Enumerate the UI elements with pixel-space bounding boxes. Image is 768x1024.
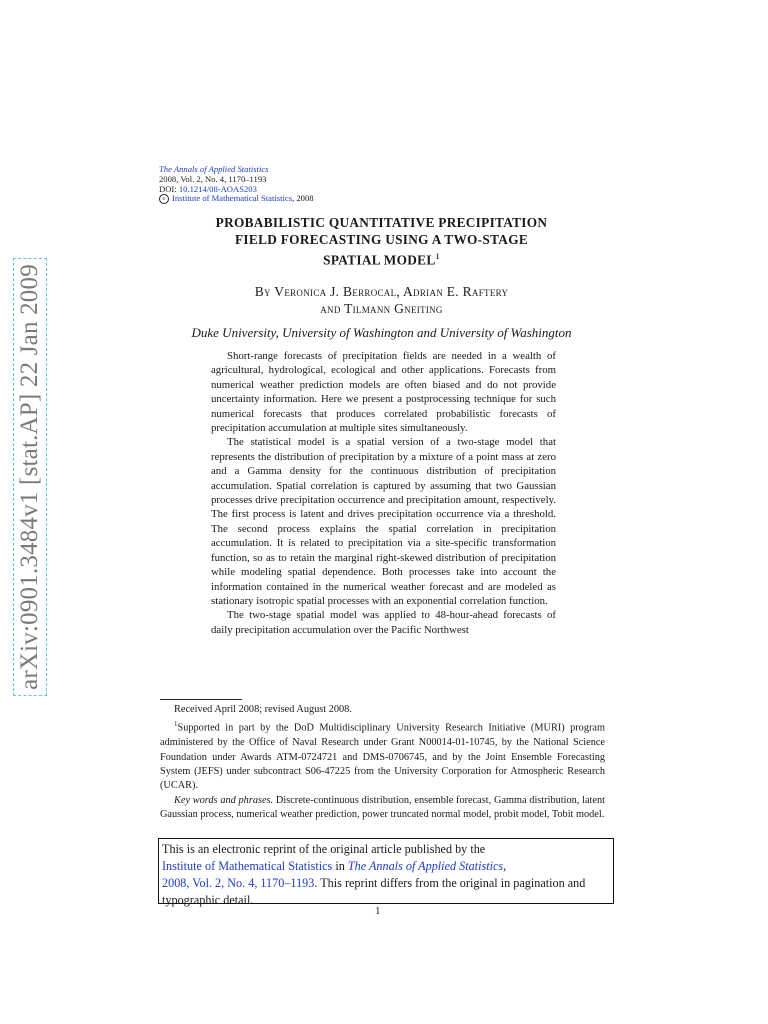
doi-link[interactable]: 10.1214/08-AOAS203 [178, 183, 257, 194]
support-note [160, 717, 605, 793]
title-footnote-link[interactable]: 1 [435, 252, 440, 261]
received-note: Received April 2008; revised August 2008. [174, 704, 352, 715]
reprint-notice [158, 838, 614, 907]
footnote-rule [160, 699, 242, 700]
reprint-in: in [332, 859, 348, 873]
copyright-year: , 2008 [292, 193, 314, 204]
abstract-paragraph: The statistical model is a spatial version of a two-stage model that represents the distribution of precipitation by a mixture of a point mass at zero and a Gamma density for the continuous distribution of precipitation accumulation. Spatial correlation is captured by assuming that two Gaussian processes drive precipitation occurrence and precipitation amount, respectively. The first process is latent and drives precipitation occurrence via a threshold. The second process explains the spatial correlation in precipitation accumulation. It is related to precipitation via a site-specific transformation function, so as to retain the marginal right-skewed distribution of precipitation while modeling spatial dependence. Both processes take into account the information contained in the numerical weather forecast and are modeled as stationary isotropic spatial processes with an exponential correlation function. [211, 436, 556, 607]
journal-copyright [159, 194, 314, 204]
copyright-icon: c [159, 194, 169, 204]
authors-line-1: By Veronica J. Berrocal, Adrian E. Raftery [254, 284, 509, 299]
page-number: 1 [375, 905, 381, 917]
footnotes [160, 703, 605, 823]
doi-label: DOI: [159, 183, 177, 194]
title-line-1: PROBABILISTIC QUANTITATIVE PRECIPITATION [215, 215, 548, 230]
title-line-3: SPATIAL MODEL [323, 252, 436, 268]
paper-title [160, 214, 603, 268]
abstract-paragraph: Short-range forecasts of precipitation fields are needed in a wealth of agricultural, hydrological, ecological and other applications. Forecasts from numerical weather prediction models are often biased and do not provide uncertainty information. Here we present a postprocessing technique for such numerical forecasts that produces correlated probabilistic forecasts of precipitation accumulation at multiple sites simultaneously. [211, 350, 556, 435]
reprint-rest: . This reprint differs from the original in pagination and typographic detail. [162, 876, 586, 907]
authors-line-2: and Tilmann Gneiting [320, 301, 443, 316]
volume-link[interactable]: 2008, Vol. 2, No. 4, 1170–1193 [162, 876, 315, 890]
abstract [211, 349, 556, 637]
ims-publisher-link[interactable]: Institute of Mathematical Statistics [162, 859, 333, 873]
title-line-2: FIELD FORECASTING USING A TWO-STAGE [235, 232, 528, 247]
arxiv-stamp-text: arXiv:0901.3484v1 [stat.AP] 22 Jan 2009 [16, 264, 43, 690]
keywords-note [160, 794, 605, 823]
support-text: Supported in part by the DoD Multidisciplinary University Research Initiative (MURI) program administered by the Office of Naval Research under Grant N00014-01-10745, by the National Science Foundation under Awards ATM-0724721 and DMS-0706745, and by the Joint Ensemble Forecasting System (JEFS) under subcontract S06-47225 from the University Corporation for Atmospheric Research (UCAR). [160, 722, 605, 792]
reprint-text-1: This is an electronic reprint of the original article published by the [162, 842, 486, 856]
paper-affiliation: Duke University, University of Washington and University of Washington [191, 325, 572, 340]
journal-name-link[interactable]: The Annals of Applied Statistics [159, 164, 269, 174]
keywords-text: Discrete-continuous distribution, ensemble forecast, Gamma distribution, latent Gaussian process, numerical weather prediction, power truncated normal model, probit model, Tobit model. [160, 794, 605, 821]
keywords-label: Key words and phrases. [174, 794, 274, 806]
arxiv-stamp[interactable] [13, 258, 47, 696]
reprint-comma: , [503, 859, 507, 873]
support-mark: 1 [174, 720, 178, 729]
journal-volume: 2008, Vol. 2, No. 4, 1170–1193 [159, 173, 267, 184]
ims-link[interactable]: Institute of Mathematical Statistics [172, 193, 293, 204]
paper-authors [160, 283, 603, 317]
journal-link[interactable]: The Annals of Applied Statistics [347, 859, 504, 873]
journal-header [159, 165, 314, 204]
abstract-paragraph: The two-stage spatial model was applied to 48-hour-ahead forecasts of daily precipitation accumulation over the Pacific Northwest [211, 609, 556, 636]
